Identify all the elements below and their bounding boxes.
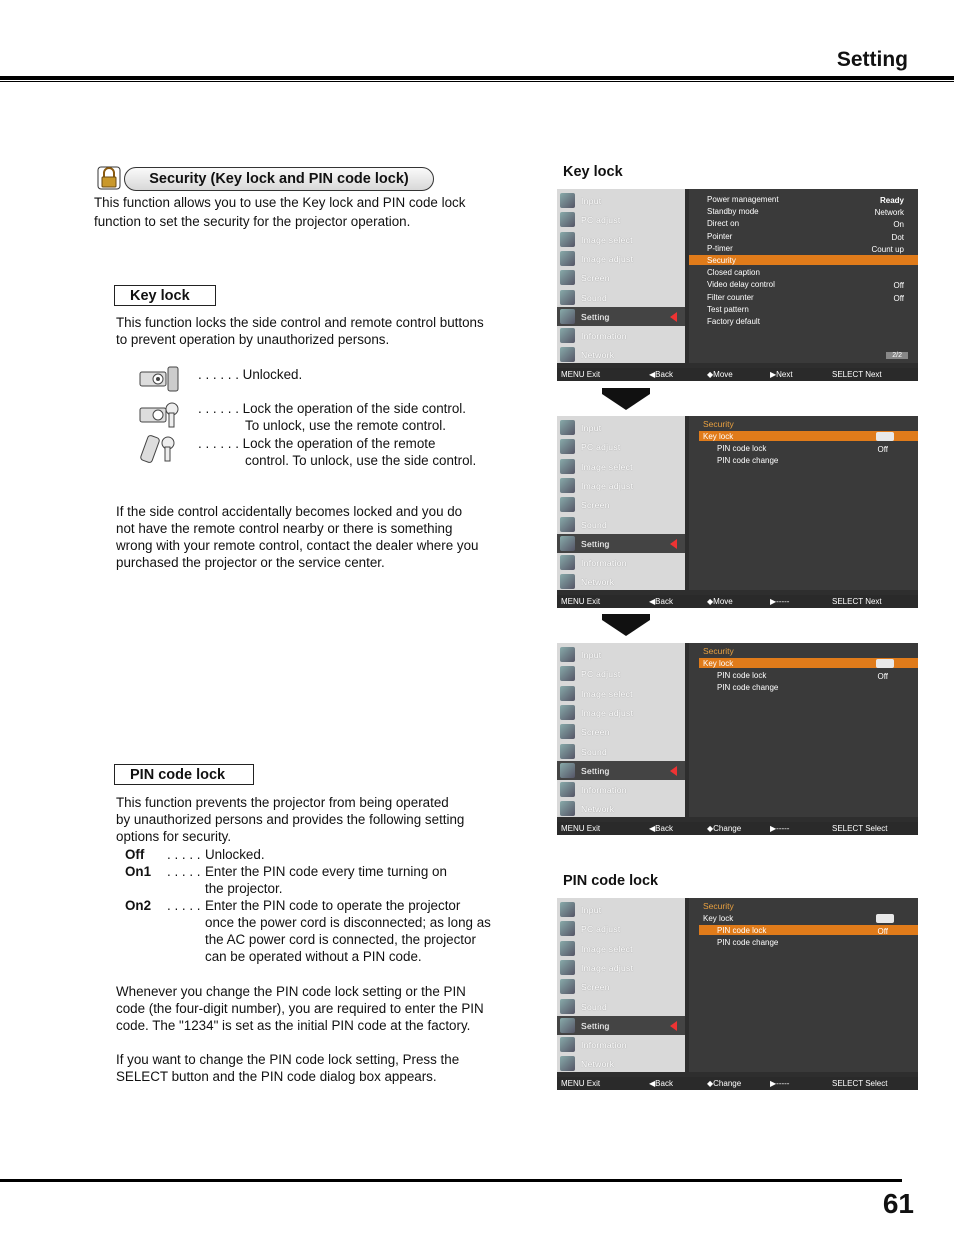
osd-menu-item-icon bbox=[560, 574, 575, 589]
osd-page-badge: 2/2 bbox=[886, 352, 908, 359]
osd-setting-value: Ready bbox=[879, 196, 904, 205]
pin-option-on2 bbox=[125, 897, 525, 965]
remote-lock-icon bbox=[138, 434, 182, 464]
osd-setting-item: Closed caption bbox=[707, 268, 760, 278]
osd-menu-item-icon bbox=[560, 1018, 575, 1033]
osd-guide-bar bbox=[557, 822, 918, 835]
keylock-option-side bbox=[198, 400, 466, 434]
osd-menu-item bbox=[557, 307, 685, 326]
osd-menu-item bbox=[557, 476, 685, 495]
osd-security-menu bbox=[557, 416, 918, 608]
osd-main-menu bbox=[557, 416, 685, 590]
option-key: On1 bbox=[125, 864, 152, 879]
keylock-desc bbox=[116, 314, 516, 348]
intro-line: This function allows you to use the Key lock and PIN code lock bbox=[94, 195, 466, 210]
osd-setting-menu bbox=[557, 189, 918, 381]
osd-security-title: Security bbox=[703, 419, 734, 429]
osd-setting-item: Security bbox=[707, 256, 736, 265]
note-line: purchased the projector or the service center. bbox=[116, 555, 385, 570]
osd-menu-item bbox=[557, 230, 685, 249]
para-line: Whenever you change the PIN code lock setting or the PIN bbox=[116, 984, 466, 999]
osd-menu-item-label: Image adjust bbox=[581, 962, 634, 973]
page-number: 61 bbox=[882, 1188, 914, 1219]
option-line: can be operated without a PIN code. bbox=[205, 949, 422, 964]
osd-guide-item: ◀Back bbox=[649, 824, 673, 833]
red-pointer-icon bbox=[670, 539, 677, 549]
osd-guide-bar bbox=[557, 368, 918, 381]
osd-setting-item: Video delay control bbox=[707, 280, 775, 290]
osd-setting-item: Pointer bbox=[707, 231, 733, 241]
osd-guide-item: ◆Change bbox=[707, 824, 742, 833]
osd-menu-item-icon bbox=[560, 212, 575, 227]
osd-menu-item-label: Network bbox=[581, 804, 615, 815]
osd-main-menu bbox=[557, 643, 685, 817]
option-dots: . . . . . bbox=[167, 847, 201, 862]
osd-menu-item-label: Sound bbox=[581, 1001, 608, 1012]
osd-pin-value: Off bbox=[877, 927, 888, 936]
osd-menu-item bbox=[557, 437, 685, 456]
osd-guide-item: ◀Back bbox=[649, 1079, 673, 1088]
osd-menu-item-label: Image adjust bbox=[581, 707, 634, 718]
para-line: If you want to change the PIN code lock setting, Press the bbox=[116, 1052, 460, 1067]
osd-menu-item bbox=[557, 900, 685, 919]
osd-menu-item-icon bbox=[560, 801, 575, 816]
osd-menu-item-label: Image adjust bbox=[581, 480, 634, 491]
keylock-desc-line: This function locks the side control and remote control buttons bbox=[116, 315, 484, 330]
osd-menu-item bbox=[557, 919, 685, 938]
osd-menu-item bbox=[557, 457, 685, 476]
pinlock-desc-line: by unauthorized persons and provides the following setting bbox=[116, 812, 465, 827]
osd-menu-item-icon bbox=[560, 647, 575, 662]
osd-menu-item bbox=[557, 572, 685, 591]
osd-menu-item bbox=[557, 1054, 685, 1073]
osd-setting-item: Standby mode bbox=[707, 207, 759, 217]
osd-menu-item-icon bbox=[560, 1056, 575, 1071]
osd-menu-item-icon bbox=[560, 478, 575, 493]
osd-guide-item: SELECT Next bbox=[832, 370, 882, 379]
option-line: Unlocked. bbox=[205, 847, 265, 862]
osd-security-item: PIN code change bbox=[717, 938, 779, 947]
osd-menu-item-icon bbox=[560, 555, 575, 570]
osd-guide-item: MENU Exit bbox=[561, 370, 601, 379]
osd-guide-item: ◆Move bbox=[707, 597, 733, 606]
osd-menu-item bbox=[557, 780, 685, 799]
option-key: Off bbox=[125, 847, 145, 862]
osd-security-panel bbox=[689, 898, 918, 1072]
osd-guide-bar bbox=[557, 595, 918, 608]
note-line: not have the remote control nearby or there is something bbox=[116, 521, 453, 536]
osd-menu-item bbox=[557, 495, 685, 514]
osd-menu-item-icon bbox=[560, 309, 575, 324]
osd-menu-item-label: Image select bbox=[581, 461, 633, 472]
osd-menu-item bbox=[557, 977, 685, 996]
unlocked-icon bbox=[876, 432, 894, 441]
osd-guide-item: ◀Back bbox=[649, 370, 673, 379]
header-rule bbox=[0, 76, 954, 80]
osd-menu-item bbox=[557, 684, 685, 703]
pinlock-caption: PIN code lock bbox=[563, 873, 659, 889]
osd-guide-item: SELECT Next bbox=[832, 597, 882, 606]
osd-menu-item bbox=[557, 722, 685, 741]
osd-menu-item-icon bbox=[560, 902, 575, 917]
intro-line: function to set the security for the projector operation. bbox=[94, 214, 411, 229]
keylock-caption: Key lock bbox=[563, 164, 623, 180]
osd-menu-item bbox=[557, 664, 685, 683]
osd-menu-item bbox=[557, 418, 685, 437]
down-arrow-icon bbox=[598, 388, 654, 410]
osd-pin-value: Off bbox=[877, 445, 888, 454]
osd-menu-item-icon bbox=[560, 941, 575, 956]
keylock-option-unlocked: . . . . . . Unlocked. bbox=[198, 367, 303, 382]
unlocked-icon bbox=[876, 659, 894, 668]
osd-menu-item-label: Information bbox=[581, 558, 627, 569]
osd-setting-value: Off bbox=[893, 293, 904, 303]
osd-menu-item bbox=[557, 958, 685, 977]
osd-menu-item-label: Image select bbox=[581, 688, 633, 699]
osd-menu-item bbox=[557, 210, 685, 229]
osd-menu-item-icon bbox=[560, 290, 575, 305]
osd-menu-item bbox=[557, 742, 685, 761]
osd-setting-value: Off bbox=[893, 281, 904, 291]
osd-security-title: Security bbox=[703, 901, 734, 911]
osd-security-item: PIN code lock bbox=[717, 671, 767, 680]
osd-main-menu bbox=[557, 189, 685, 363]
osd-menu-item-label: Input bbox=[581, 650, 602, 660]
osd-menu-item-icon bbox=[560, 999, 575, 1014]
section-intro bbox=[94, 194, 514, 230]
osd-menu-item bbox=[557, 703, 685, 722]
option-line: . . . . . . Lock the operation of the side control. bbox=[198, 401, 466, 416]
osd-menu-item bbox=[557, 645, 685, 664]
osd-menu-item-label: Screen bbox=[581, 982, 610, 993]
osd-menu-item-icon bbox=[560, 979, 575, 994]
osd-menu-item-label: Setting bbox=[581, 311, 610, 322]
osd-menu-item-icon bbox=[560, 782, 575, 797]
option-line: once the power cord is disconnected; as long as bbox=[205, 915, 491, 930]
osd-security-title: Security bbox=[703, 646, 734, 656]
osd-menu-item-label: Information bbox=[581, 331, 627, 342]
para-line: code. The "1234" is set as the initial PIN code at the factory. bbox=[116, 1018, 471, 1033]
osd-menu-item-icon bbox=[560, 666, 575, 681]
osd-menu-item-label: PC adjust bbox=[581, 442, 621, 453]
osd-menu-item-label: Setting bbox=[581, 538, 610, 549]
osd-menu-item bbox=[557, 939, 685, 958]
osd-menu-item-icon bbox=[560, 744, 575, 759]
osd-menu-item-label: Input bbox=[581, 196, 602, 206]
osd-menu-item-icon bbox=[560, 536, 575, 551]
osd-keylock-menu bbox=[557, 643, 918, 835]
option-line: Enter the PIN code every time turning on bbox=[205, 864, 447, 879]
osd-setting-value: Count up bbox=[871, 244, 904, 254]
osd-menu-item-label: Setting bbox=[581, 765, 610, 776]
osd-menu-item-icon bbox=[560, 270, 575, 285]
osd-menu-item bbox=[557, 268, 685, 287]
osd-setting-item: Direct on bbox=[707, 219, 740, 229]
red-pointer-icon bbox=[670, 312, 677, 322]
osd-menu-item-label: Sound bbox=[581, 519, 608, 530]
osd-menu-item bbox=[557, 1035, 685, 1054]
osd-main-menu bbox=[557, 898, 685, 1072]
osd-menu-item-label: Information bbox=[581, 785, 627, 796]
red-pointer-icon bbox=[670, 766, 677, 776]
osd-menu-item-label: Sound bbox=[581, 746, 608, 757]
down-arrow-icon bbox=[598, 614, 654, 636]
osd-menu-item bbox=[557, 761, 685, 780]
osd-guide-bar bbox=[557, 1077, 918, 1090]
osd-menu-item-label: Network bbox=[581, 1059, 615, 1070]
side-control-lock-icon bbox=[138, 400, 182, 430]
osd-menu-item bbox=[557, 249, 685, 268]
keylock-note bbox=[116, 503, 516, 571]
osd-menu-item-icon bbox=[560, 724, 575, 739]
osd-security-item: PIN code lock bbox=[717, 926, 767, 935]
pin-option-on1 bbox=[125, 863, 525, 897]
osd-menu-item-icon bbox=[560, 686, 575, 701]
osd-guide-item: ▶----- bbox=[770, 1079, 790, 1088]
note-line: wrong with your remote control, contact the dealer where you bbox=[116, 538, 479, 553]
osd-guide-item: ▶Next bbox=[770, 370, 793, 379]
osd-menu-item-icon bbox=[560, 517, 575, 532]
osd-menu-item-icon bbox=[560, 439, 575, 454]
option-line: To unlock, use the remote control. bbox=[245, 418, 446, 433]
option-line: Enter the PIN code to operate the projector bbox=[205, 898, 461, 913]
osd-menu-item bbox=[557, 326, 685, 345]
osd-guide-item: SELECT Select bbox=[832, 824, 888, 833]
osd-security-item: PIN code lock bbox=[717, 444, 767, 453]
keylock-label: Key lock bbox=[114, 285, 216, 306]
osd-menu-item bbox=[557, 1016, 685, 1035]
osd-security-item: PIN code change bbox=[717, 683, 779, 692]
pinlock-para2 bbox=[116, 1051, 516, 1085]
osd-guide-item: ▶----- bbox=[770, 597, 790, 606]
osd-setting-value: On bbox=[893, 220, 904, 230]
osd-menu-item-label: Image adjust bbox=[581, 253, 634, 264]
osd-setting-value: Dot bbox=[891, 232, 904, 242]
osd-menu-item bbox=[557, 191, 685, 210]
osd-menu-item-label: PC adjust bbox=[581, 215, 621, 226]
option-line: the projector. bbox=[205, 881, 283, 896]
para-line: code (the four-digit number), you are required to enter the PIN bbox=[116, 1001, 484, 1016]
osd-menu-item-label: Screen bbox=[581, 273, 610, 284]
header-rule-thin bbox=[0, 81, 954, 82]
pinlock-desc-line: options for security. bbox=[116, 829, 232, 844]
osd-setting-item: P-timer bbox=[707, 243, 733, 253]
osd-menu-item bbox=[557, 288, 685, 307]
osd-security-panel bbox=[689, 643, 918, 817]
osd-menu-item-label: Input bbox=[581, 905, 602, 915]
unlocked-icon bbox=[876, 914, 894, 923]
osd-menu-item-icon bbox=[560, 251, 575, 266]
osd-menu-item bbox=[557, 553, 685, 572]
osd-security-item: PIN code change bbox=[717, 456, 779, 465]
osd-menu-item bbox=[557, 515, 685, 534]
pinlock-desc-line: This function prevents the projector from being operated bbox=[116, 795, 449, 810]
osd-menu-item-icon bbox=[560, 193, 575, 208]
osd-menu-item-icon bbox=[560, 328, 575, 343]
option-dots: . . . . . bbox=[167, 864, 201, 879]
osd-menu-item-icon bbox=[560, 960, 575, 975]
osd-menu-item bbox=[557, 345, 685, 364]
osd-menu-item-label: Network bbox=[581, 577, 615, 588]
osd-pinlock-menu bbox=[557, 898, 918, 1090]
osd-menu-item-icon bbox=[560, 763, 575, 778]
osd-menu-item-label: Sound bbox=[581, 292, 608, 303]
osd-menu-item-label: Input bbox=[581, 423, 602, 433]
osd-menu-item-label: Screen bbox=[581, 500, 610, 511]
note-line: If the side control accidentally becomes locked and you do bbox=[116, 504, 463, 519]
osd-guide-item: MENU Exit bbox=[561, 597, 601, 606]
osd-setting-item: Factory default bbox=[707, 317, 760, 326]
padlock-icon bbox=[97, 166, 121, 190]
option-key: On2 bbox=[125, 898, 152, 913]
pinlock-desc bbox=[116, 794, 516, 845]
red-pointer-icon bbox=[670, 1021, 677, 1031]
osd-menu-item bbox=[557, 997, 685, 1016]
osd-menu-item bbox=[557, 799, 685, 818]
keylock-option-remote bbox=[198, 435, 476, 469]
osd-setting-item: Filter counter bbox=[707, 292, 754, 302]
osd-menu-item-icon bbox=[560, 705, 575, 720]
option-line: control. To unlock, use the side control. bbox=[245, 453, 477, 468]
osd-guide-item: ◆Change bbox=[707, 1079, 742, 1088]
pin-option-off bbox=[125, 846, 525, 863]
osd-security-item: Key lock bbox=[703, 914, 734, 923]
osd-menu-item-icon bbox=[560, 921, 575, 936]
osd-menu-item-icon bbox=[560, 1037, 575, 1052]
osd-menu-item-icon bbox=[560, 232, 575, 247]
osd-menu-item-label: Network bbox=[581, 350, 615, 361]
osd-menu-item-icon bbox=[560, 497, 575, 512]
osd-menu-item-label: Screen bbox=[581, 727, 610, 738]
osd-menu-item-label: Information bbox=[581, 1040, 627, 1051]
option-line: the AC power cord is connected, the projector bbox=[205, 932, 476, 947]
osd-menu-item bbox=[557, 534, 685, 553]
pinlock-para1 bbox=[116, 983, 516, 1034]
pinlock-label: PIN code lock bbox=[114, 764, 254, 785]
osd-guide-item: ▶----- bbox=[770, 824, 790, 833]
security-section-title: Security (Key lock and PIN code lock) bbox=[124, 167, 434, 191]
footer-rule bbox=[0, 1179, 902, 1182]
option-line: . . . . . . Lock the operation of the remote bbox=[198, 436, 436, 451]
section-header-title: Setting bbox=[836, 48, 908, 71]
osd-menu-item-label: Setting bbox=[581, 1020, 610, 1031]
para-line: SELECT button and the PIN code dialog box appears. bbox=[116, 1069, 437, 1084]
osd-menu-item-label: Image select bbox=[581, 943, 633, 954]
osd-menu-item-label: PC adjust bbox=[581, 669, 621, 680]
osd-setting-value: Network bbox=[874, 208, 904, 218]
option-dots: . . . . . bbox=[167, 898, 201, 913]
osd-pin-value: Off bbox=[877, 672, 888, 681]
osd-setting-panel bbox=[689, 189, 918, 363]
osd-menu-item-icon bbox=[560, 347, 575, 362]
osd-guide-item: MENU Exit bbox=[561, 1079, 601, 1088]
osd-guide-item: ◀Back bbox=[649, 597, 673, 606]
unlocked-icon bbox=[138, 364, 182, 394]
osd-setting-item: Power management bbox=[707, 195, 779, 204]
osd-menu-item-label: Image select bbox=[581, 234, 633, 245]
osd-guide-item: MENU Exit bbox=[561, 824, 601, 833]
osd-security-panel bbox=[689, 416, 918, 590]
osd-guide-item: SELECT Select bbox=[832, 1079, 888, 1088]
osd-menu-item-icon bbox=[560, 459, 575, 474]
osd-menu-item-icon bbox=[560, 420, 575, 435]
osd-menu-item-label: PC adjust bbox=[581, 924, 621, 935]
keylock-desc-line: to prevent operation by unauthorized persons. bbox=[116, 332, 390, 347]
osd-guide-item: ◆Move bbox=[707, 370, 733, 379]
osd-security-item: Key lock bbox=[703, 432, 734, 441]
osd-setting-item: Test pattern bbox=[707, 304, 749, 314]
osd-security-item: Key lock bbox=[703, 659, 734, 668]
